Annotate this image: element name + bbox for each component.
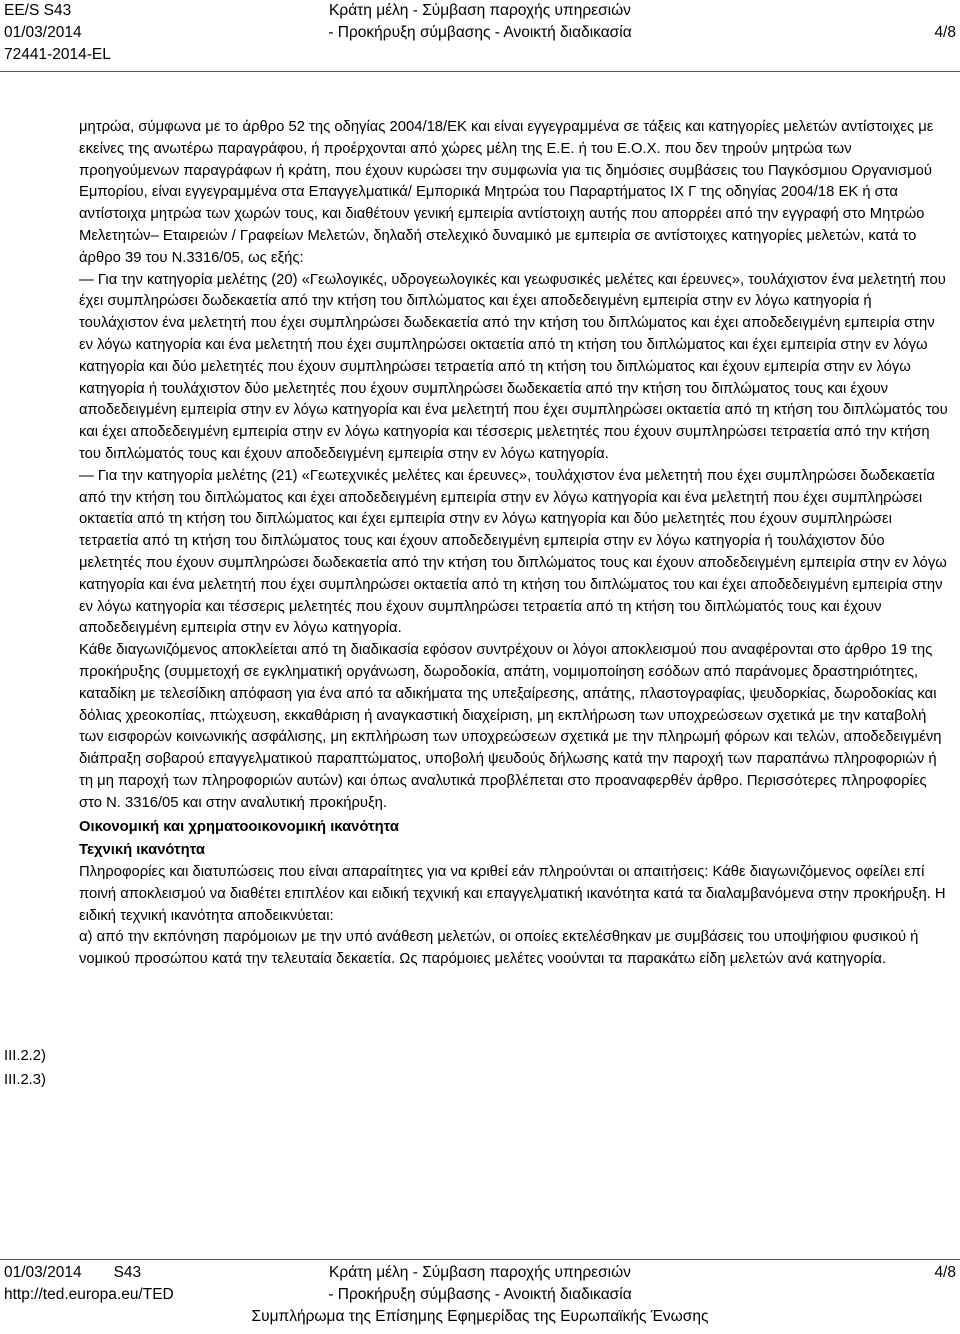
- header-divider: [0, 71, 960, 72]
- header-title-line2: - Προκήρυξη σύμβασης - Ανοικτή διαδικασία: [328, 24, 632, 41]
- paragraph-category-21: — Για την κατηγορία μελέτης (21) «Γεωτεχνικές μελέτες και έρευνες», τουλάχιστον ένα μελετητή που έχει συμπληρώσει δωδεκαετία από την κτήση του διπλώματος και έχει αποδεδειγμένη εμπειρία στην εν λόγω κατηγορία και ένα μελετητή που έχει συμπληρώσει οκταετία από τη κτήση του διπλώματος και έχει εμπειρία στην εν λόγω κατηγορία και δύο μελετητές που έχουν συμπληρώσει τετραετία από τη κτήση του διπλώματος τους και έχουν αποδεδειγμένη εμπειρία στην εν λόγω κατηγορία ή τουλάχιστον δύο μελετητές που έχουν συμπληρώσει δωδεκαετία από την κτήση του διπλώματος τους και έχουν αποδεδειγμένη εμπειρία στην εν λόγω κατηγορία και ένα μελετητή που έχει συμπληρώσει οκταετία από τη κτήση του διπλώματος του και έχει αποδεδειγμένη εμπειρία στην εν λόγω κατηγορία και τέσσερις μελετητές που έχουν συμπληρώσει τετραετία από τη κτήση του διπλώματός τους και έχουν αποδεδειγμένη εμπειρία στην εν λόγω κατηγορία.: [79, 467, 947, 637]
- paragraph-eligibility: μητρώα, σύμφωνα με το άρθρο 52 της οδηγίας 2004/18/ΕΚ και είναι εγγεγραμμένα σε τάξεις και κατηγορίες μελετών αντίστοιχες με εκείνες της ανωτέρω παραγράφου, ή προέρχονται από χώρες μέλη της Ε.Ε. ή του Ε.Ο.Χ. που δεν τηρούν μητρώα των προηγούμενων παραγράφων ή κράτη, που έχουν κυρώσει την συμφωνία για τις δημόσιες συμβάσεις του Παγκόσμιου Οργανισμού Εμπορίου, είναι εγγεγραμμένα στα Επαγγελματικά/ Εμπορικά Μητρώα του Παραρτήματος IX Γ της οδηγίας 2004/18 ΕΚ ή στα αντίστοιχα μητρώα των χωρών τους, και διαθέτουν γενική εμπειρία αντίστοιχη αυτής που απορρέει από την εγγραφή στο Μητρώο Μελετητών– Εταιρειών / Γραφείων Μελετών, δηλαδή στελεχικό δυναμικό με εμπειρία σε αντίστοιχες κατηγορίες μελετών, κατά το άρθρο 39 του Ν.3316/05, ως εξής:: [79, 119, 934, 266]
- paragraph-category-20: — Για την κατηγορία μελέτης (20) «Γεωλογικές, υδρογεωλογικές και γεωφυσικές μελέτες και έρευνες», τουλάχιστον ένα μελετητή που έχει συμπληρώσει δωδεκαετία από την κτήση του διπλώματος και έχει αποδεδειγμένη εμπειρία στην εν λόγω κατηγορία ή τουλάχιστον ένα μελετητή που έχει συμπληρώσει δωδεκαετία από την κτήση του διπλώματος και έχει αποδεδειγμένη εμπειρία στην εν λόγω κατηγορία και ένα μελετητή που έχει συμπληρώσει οκταετία από τη κτήση του διπλώματος και έχει εμπειρία στην εν λόγω κατηγορία και δύο μελετητές που έχουν συμπληρώσει τετραετία από τη κτήση του διπλώματος και έχουν εμπειρία στην εν λόγω κατηγορία ή τουλάχιστον δύο μελετητές που έχουν συμπληρώσει δωδεκαετία από την κτήση του διπλώματος τους και έχουν αποδεδειγμένη εμπειρία στην εν λόγω κατηγορία και ένα μελετητή που έχει συμπληρώσει οκταετία από τη κτήση του διπλώματός του και έχει αποδεδειγμένη εμπειρία στην εν λόγω κατηγορία και τέσσερις μελετητές που έχουν συμπληρώσει τετραετία από την κτήση του διπλώματός τους και έχουν αποδεδειγμένη εμπειρία στην εν λόγω κατηγορία.: [79, 271, 948, 462]
- header-page-number: 4/8: [934, 24, 956, 41]
- header-title: [0, 0, 960, 44]
- footer-series: S43: [113, 1264, 142, 1281]
- footer-title: [0, 1262, 960, 1328]
- paragraph-technical-proof: α) από την εκπόνηση παρόμοιων με την υπό ανάθεση μελετών, οι οποίες εκτελέσθηκαν με συμβάσεις του υποψήφιου φυσικού ή νομικού προσώπου κατά την τελευταία δεκαετία. Ως παρόμοιες μελέτες νοούνται τα παρακάτω είδη μελετών ανά κατηγορία.: [79, 929, 919, 968]
- footer-page-number: 4/8: [934, 1264, 956, 1281]
- footer-url[interactable]: http://ted.europa.eu/TED: [4, 1286, 174, 1303]
- footer-title-line1: Κράτη μέλη - Σύμβαση παροχής υπηρεσιών: [329, 1264, 631, 1281]
- section-heading-economic: Οικονομική και χρηματοοικονομική ικανότητα: [79, 818, 399, 835]
- header-date: 01/03/2014: [4, 24, 82, 41]
- footer-divider: [0, 1259, 960, 1260]
- doc-id: EE/S S43: [4, 2, 72, 19]
- section-heading-technical: Τεχνική ικανότητα: [79, 842, 205, 859]
- footer-date: 01/03/2014: [4, 1264, 82, 1281]
- paragraph-exclusion: Κάθε διαγωνιζόμενος αποκλείεται από τη διαδικασία εφόσον συντρέχουν οι λόγοι αποκλεισμού που αναφέρονται στο άρθρο 19 της προκήρυξης (συμμετοχή σε εγκληματική οργάνωση, δωροδοκία, απάτη, νομιμοποίηση εσόδων από παράνομες δραστηριότητες, καταδίκη με τελεσίδικη απόφαση για ένα από τα αδικήματα της υπεξαίρεσης, απάτης, πλαστογραφίας, ψευδορκίας, δωροδοκίας και δόλιας χρεοκοπίας, πτώχευση, εκκαθάριση ή αναγκαστική διαχείριση, μη εκπλήρωση των υποχρεώσεων σχετικά με την καταβολή των εισφορών κοινωνικής ασφάλισης, μη εκπλήρωση των υποχρεώσεων σχετικά με την πληρωμή φόρων και τελών, αποδεδειγμένη διάπραξη σοβαρού επαγγελματικού παραπτώματος, υποβολή ψευδούς δήλωσης κατά την παροχή των παραπάνω πληροφοριών ή τη μη παροχή των πληροφοριών αυτών) και όπως αναλυτικά προβλέπεται στο προαναφερθέν άρθρο. Περισσότερες πληροφορίες στο Ν. 3316/05 και στην αναλυτική προκήρυξη.: [79, 642, 942, 811]
- footer-title-line3: Συμπλήρωμα της Επίσημης Εφημερίδας της Ευρωπαϊκής Ένωσης: [251, 1308, 709, 1325]
- paragraph-technical-info: Πληροφορίες και διατυπώσεις που είναι απαραίτητες για να κριθεί εάν πληρούνται οι απαιτήσεις: Κάθε διαγωνιζόμενος οφείλει επί ποινή αποκλεισμού να διαθέτει επιπλέον και ειδική τεχνική και επαγγελματική ικανότητα κατά τα διαλαμβανόμενα στην προκήρυξη. Η ειδική τεχνική ικανότητα αποδεικνύεται:: [79, 864, 946, 924]
- header-ref: 72441-2014-EL: [4, 46, 111, 63]
- section-number-technical: III.2.3): [4, 1072, 46, 1088]
- footer-title-line2: - Προκήρυξη σύμβασης - Ανοικτή διαδικασία: [328, 1286, 632, 1303]
- section-number-economic: III.2.2): [4, 1048, 46, 1064]
- header-title-line1: Κράτη μέλη - Σύμβαση παροχής υπηρεσιών: [329, 2, 631, 19]
- main-content: [79, 117, 951, 971]
